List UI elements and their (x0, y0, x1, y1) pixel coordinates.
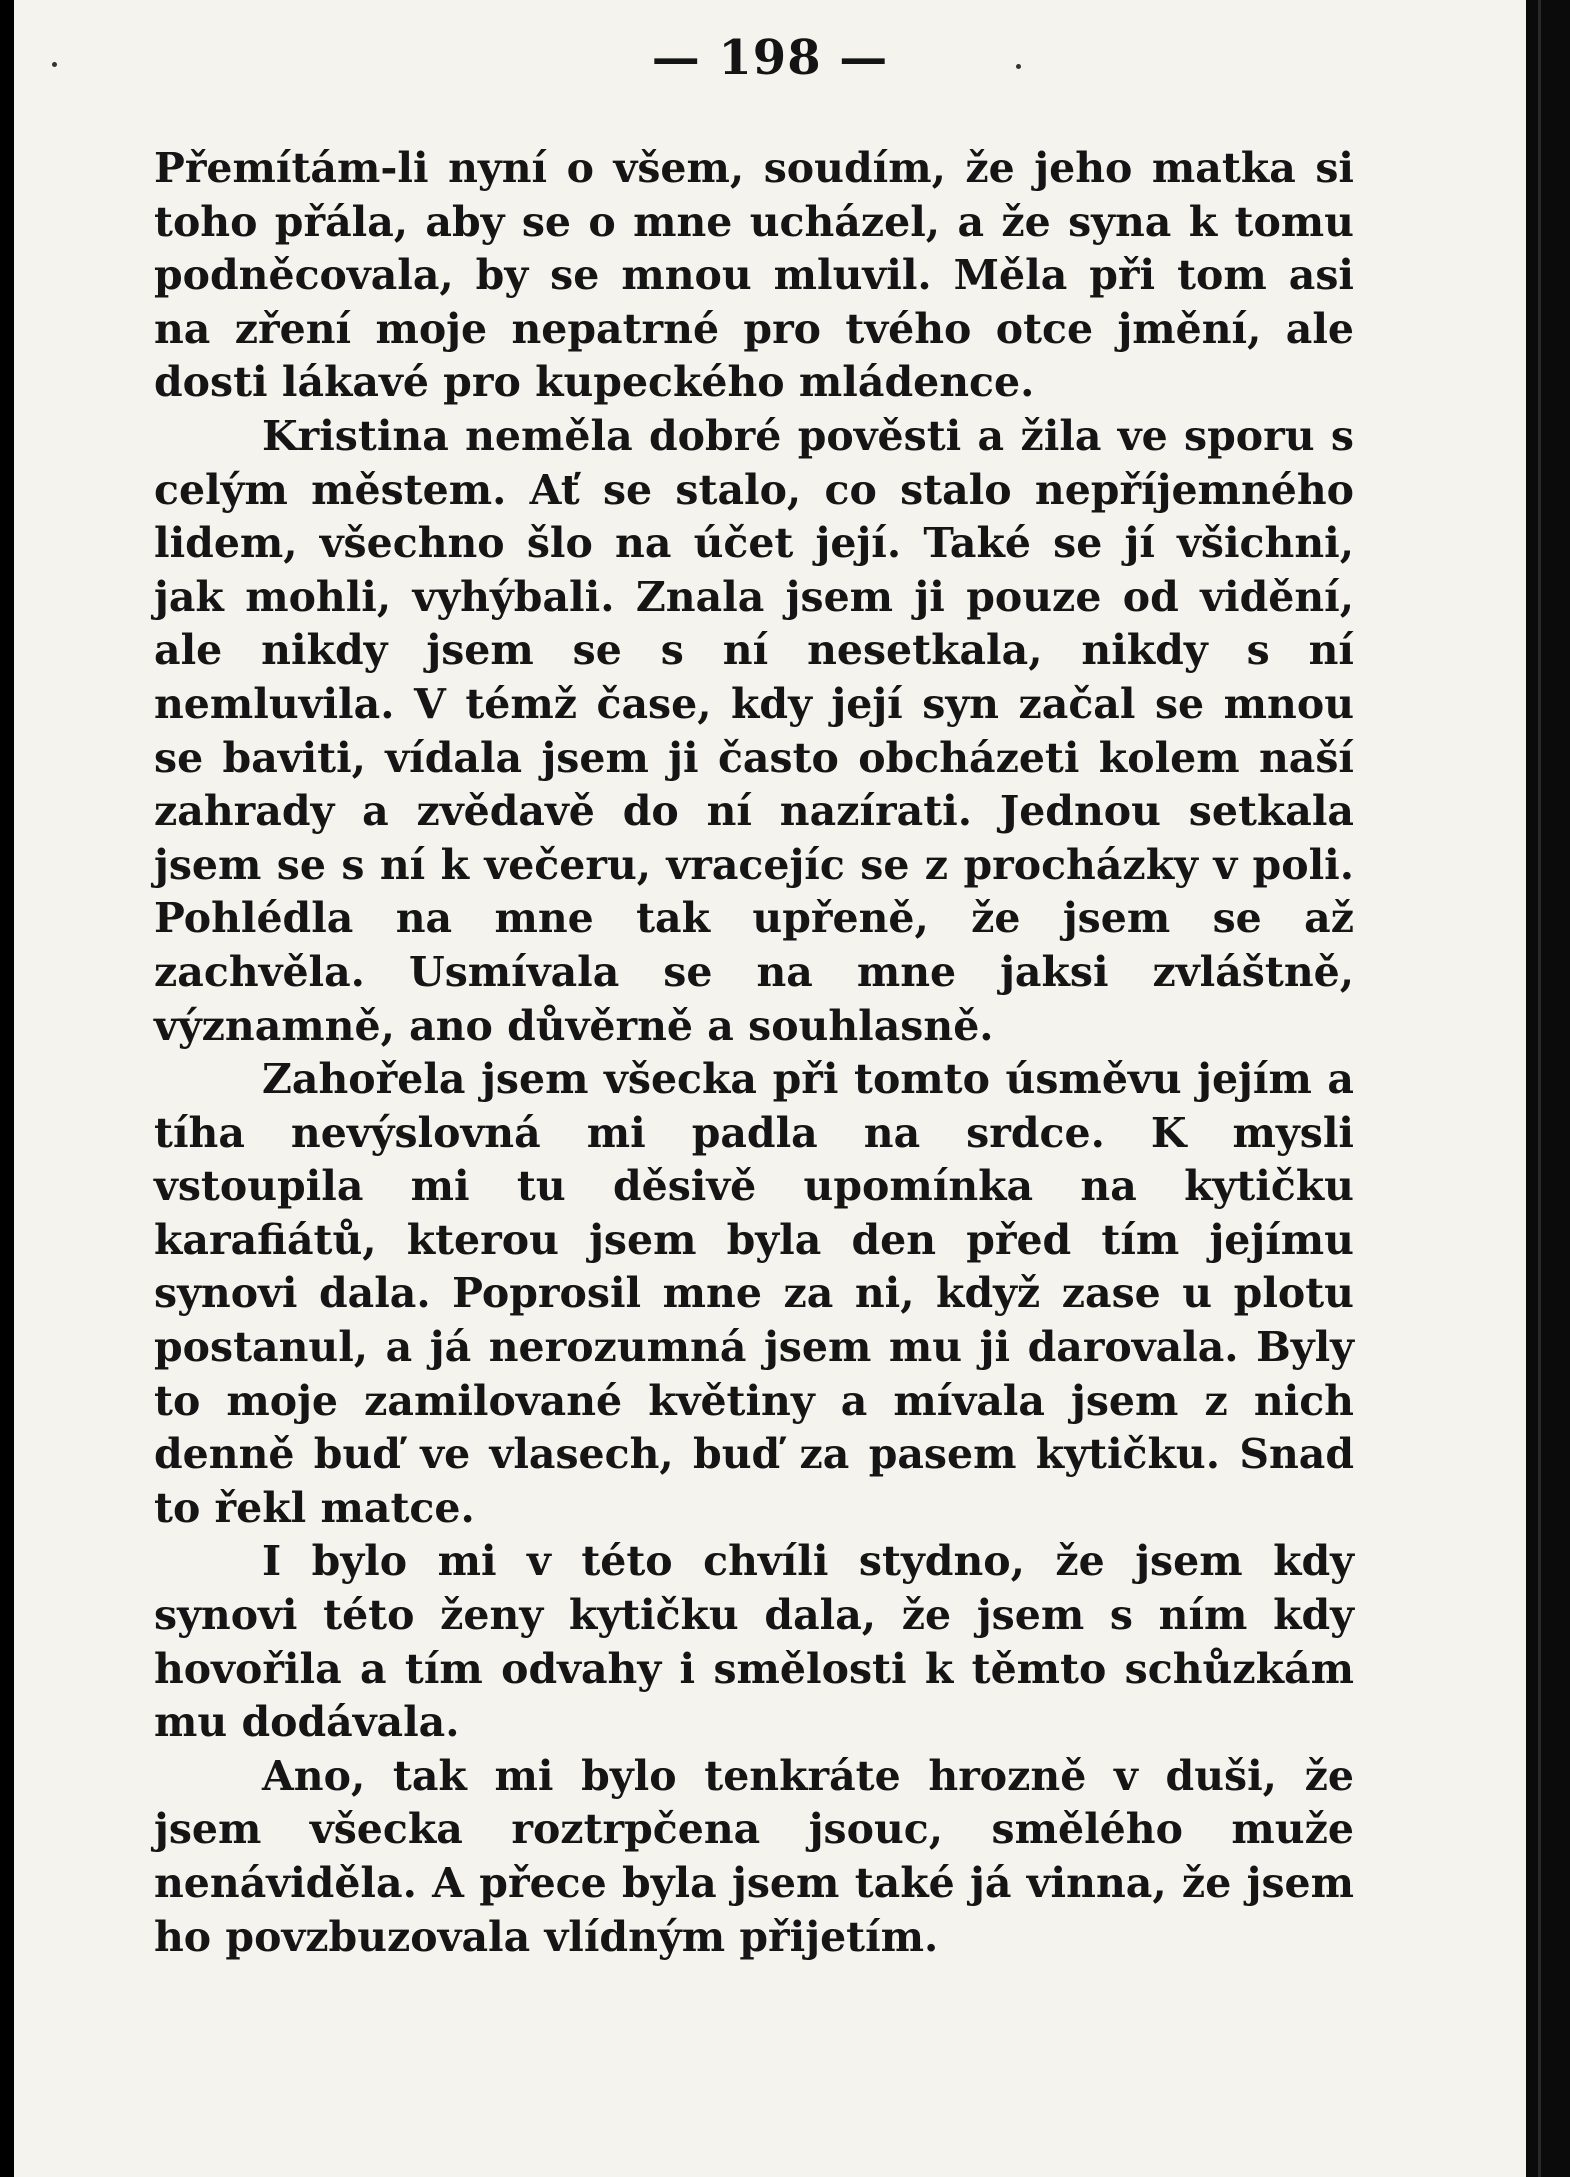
page-number: — 198 — (651, 30, 889, 86)
paragraph-3: Zahořela jsem všecka při tomto úsměvu jejím a tíha nevýslovná mi padla na srdce. K mysli vstoupila mi tu děsivě upomínka na kytičku karafiátů, kterou jsem byla den před tím jejímu synovi dala. Poprosil mne za ni, když zase u plotu postanul, a já nerozumná jsem mu ji darovala. Byly to moje zamilované květiny a mívala jsem z nich denně buď ve vlasech, buď za pasem kytičku. Snad to řekl matce. (154, 1055, 1354, 1532)
print-speck (1016, 64, 1021, 69)
body-text (154, 142, 1354, 1964)
paragraph-5: Ano, tak mi bylo tenkráte hrozně v duši, že jsem všecka roztrpčena jsouc, smělého muže nenáviděla. A přece byla jsem také já vinna, že jsem ho povzbuzovala vlídným přijetím. (154, 1751, 1354, 1961)
scan-border (1526, 0, 1570, 2177)
paragraph-4: I bylo mi v této chvíli stydno, že jsem kdy synovi této ženy kytičku dala, že jsem s ním kdy hovořila a tím odvahy i smělosti k těmto schůzkám mu dodávala. (154, 1537, 1354, 1747)
scan-border-line (1538, 0, 1541, 2177)
paragraph-1: Přemítám-li nyní o všem, soudím, že jeho matka si toho přála, aby se o mne ucházel, a že syna k tomu podněcovala, by se mnou mluvil. Měla při tom asi na zření moje nepatrné pro tvého otce jmění, ale dosti lákavé pro kupeckého mládence. (154, 144, 1354, 407)
book-page (14, 0, 1526, 2177)
print-speck (52, 62, 57, 67)
paragraph-2: Kristina neměla dobré pověsti a žila ve sporu s celým městem. Ať se stalo, co stalo nepříjemného lidem, všechno šlo na účet její. Také se jí všichni, jak mohli, vyhýbali. Znala jsem ji pouze od vidění, ale nikdy jsem se s ní nesetkala, nikdy s ní nemluvila. V témž čase, kdy její syn začal se mnou se baviti, vídala jsem ji často obcházeti kolem naší zahrady a zvědavě do ní nazírati. Jednou setkala jsem se s ní k večeru, vracejíc se z procházky v poli. Pohlédla na mne tak upřeně, že jsem se až zachvěla. Usmívala se na mne jaksi zvláštně, významně, ano důvěrně a souhlasně. (154, 411, 1354, 1050)
